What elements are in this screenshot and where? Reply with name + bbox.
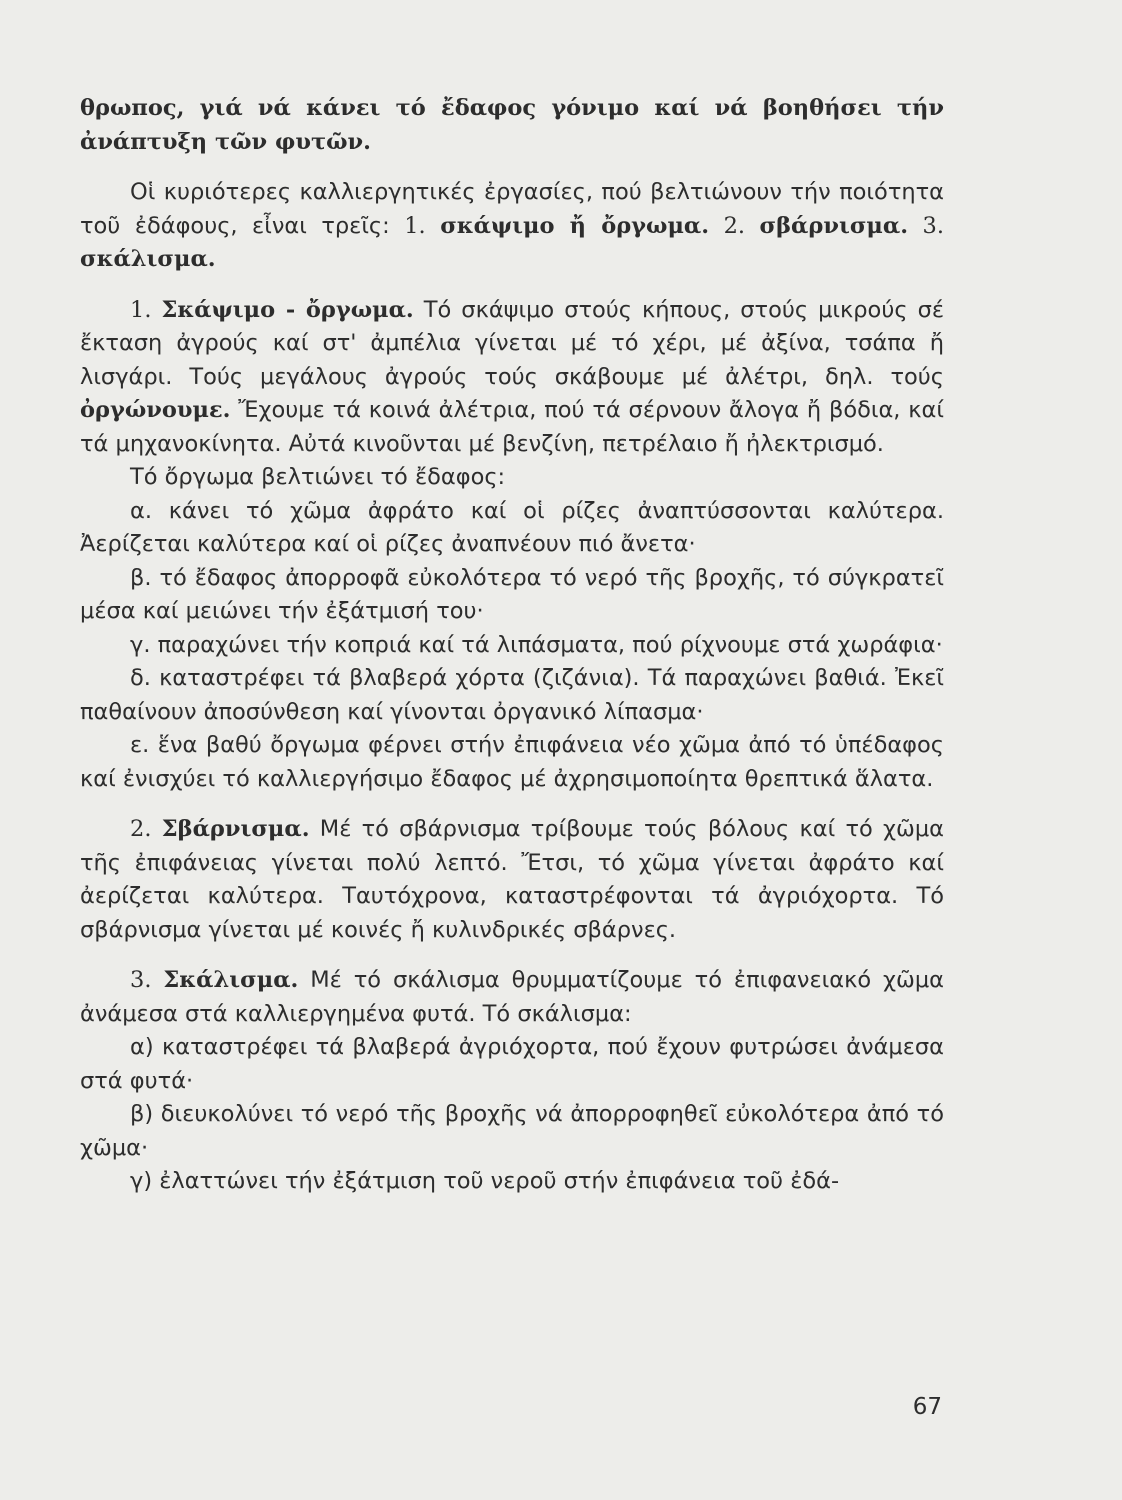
section-2-number: 2. — [130, 816, 162, 842]
section-3-item-a: α) καταστρέφει τά βλαβερά ἀγριόχορτα, πού ἔχουν φυτρώσει ἀνάμεσα στά φυτά· — [80, 1034, 944, 1094]
page-number: 67 — [912, 1394, 942, 1420]
section-1-text-1: Τό σκάψιμο στούς κήπους, στούς μικρούς σέ ἔκταση ἀγρούς καί στ' ἀμπέλια γίνεται μέ τό χέρι, μέ ἀξίνα, τσάπα ἤ λισγάρι. Τούς μεγάλους ἀγρούς τούς σκάβουμε μέ ἀλέτρι, δηλ. τούς — [80, 296, 944, 390]
section-1-paragraph — [80, 294, 944, 462]
section-1-item-b: β. τό ἔδαφος ἀπορροφᾶ εὐκολότερα τό νερό τῆς βροχῆς, τό σύγκρατεῖ μέσα καί μειώνει τήν ἐξάτμισή του· — [80, 564, 944, 624]
intro-term-2: σβάρνισμα. — [759, 212, 909, 239]
intro-num-2: 2. — [709, 212, 760, 239]
section-2-heading: Σβάρνισμα. — [161, 816, 310, 842]
section-1-bold-term: ὀργώνουμε. — [80, 397, 231, 423]
section-1-item-c: γ. παραχώνει τήν κοπριά καί τά λιπάσματα, πού ρίχνουμε στά χωράφια· — [130, 631, 943, 658]
intro-num-1: 1. — [404, 212, 441, 239]
intro-term-1: σκάψιμο ἤ ὄργωμα. — [440, 212, 710, 239]
section-3-item-c: γ) ἐλαττώνει τήν ἐξάτμιση τοῦ νεροῦ στήν ἐπιφάνεια τοῦ ἐδά- — [130, 1168, 840, 1194]
section-2-paragraph — [80, 813, 944, 947]
section-1-item-d: δ. καταστρέφει τά βλαβερά χόρτα (ζιζάνια). Τά παραχώνει βαθιά. Ἐκεῖ παθαίνουν ἀποσύνθεση καί γίνονται ὀργανικό λίπασμα· — [80, 665, 944, 725]
section-3-text: Μέ τό σκάλισμα θρυμματίζουμε τό ἐπιφανειακό χῶμα ἀνάμεσα στά καλλιεργημένα φυτά. Τό σκάλισμα: — [80, 967, 945, 1027]
paragraph-continuation: θρωπος, γιά νά κάνει τό ἔδαφος γόνιμο καί νά βοηθήσει τήν ἀνάπτυξη τῶν φυτῶν. — [80, 95, 944, 155]
section-3-heading: Σκάλισμα. — [163, 967, 299, 993]
section-3-paragraph — [80, 964, 944, 1031]
section-1-text-2: Ἔχουμε τά κοινά ἀλέτρια, πού τά σέρνουν ἄλογα ἤ βόδια, καί τά μηχανοκίνητα. Αὐτά κινοῦνται μέ βενζίνη, πετρέλαιο ἤ ἠλεκτρισμό. — [80, 397, 944, 457]
page-body — [80, 92, 944, 1199]
section-2-text: Μέ τό σβάρνισμα τρίβουμε τούς βόλους καί τό χῶμα τῆς ἐπιφάνειας γίνεται πολύ λεπτό. Ἔτσι, τό χῶμα γίνεται ἀφράτο καί ἀερίζεται καλύτερα. Ταυτόχρονα, καταστρέφονται τά ἀγριόχορτα. Τό σβάρνισμα γίνεται μέ κοινές ἤ κυλινδρικές σβάρνες. — [80, 816, 944, 943]
section-1-heading: Σκάψιμο - ὄργωμα. — [161, 296, 414, 323]
section-3-item-b: β) διευκολύνει τό νερό τῆς βροχῆς νά ἀπορροφηθεῖ εὐκολότερα ἀπό τό χῶμα· — [80, 1101, 944, 1161]
section-1-item-a: α. κάνει τό χῶμα ἀφράτο καί οἱ ρίζες ἀναπτύσσονται καλύτερα. Ἀερίζεται καλύτερα καί οἱ ρίζες ἀναπνέουν πιό ἄνετα· — [80, 497, 944, 557]
section-1-item-e: ε. ἕνα βαθύ ὄργωμα φέρνει στήν ἐπιφάνεια νέο χῶμα ἀπό τό ὑπέδαφος καί ἐνισχύει τό καλλιεργήσιμο ἔδαφος μέ ἀχρησιμοποίητα θρεπτικά ἅλατα. — [80, 732, 944, 792]
paragraph-intro — [80, 176, 944, 277]
intro-term-3: σκάλισμα. — [80, 246, 216, 272]
section-1-intro: Τό ὄργωμα βελτιώνει τό ἔδαφος: — [130, 464, 506, 490]
intro-text: Οἱ κυριότερες καλλιεργητικές ἐργασίες, πού βελτιώνουν τήν ποιότητα τοῦ ἐδάφους, εἶναι τρεῖς: — [80, 179, 944, 239]
section-3-number: 3. — [130, 967, 164, 993]
section-1-number: 1. — [130, 296, 162, 323]
intro-num-3: 3. — [908, 212, 945, 239]
